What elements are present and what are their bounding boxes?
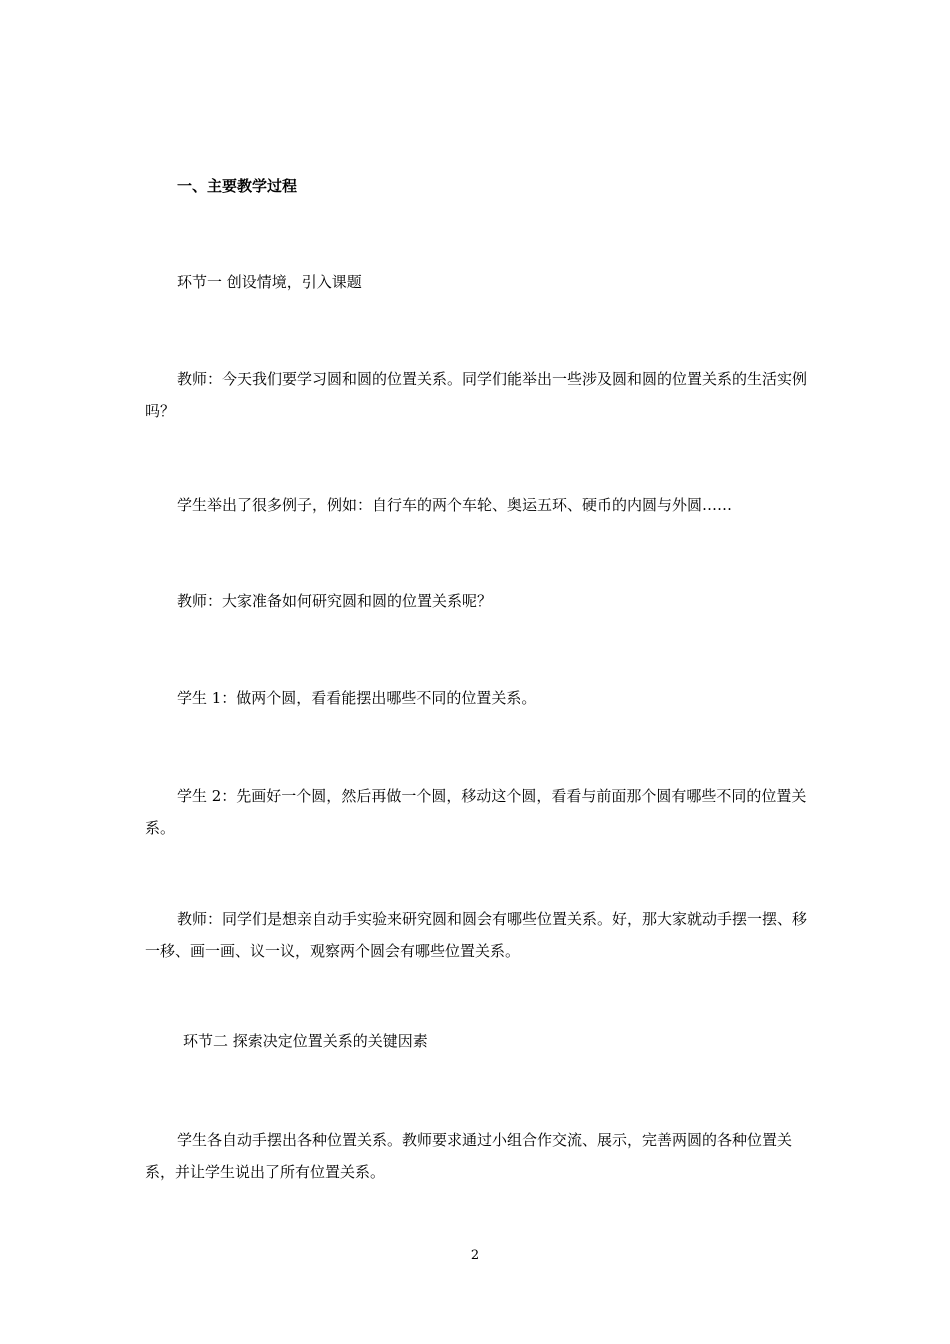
paragraph-teacher-activity: 教师：同学们是想亲自动手实验来研究圆和圆会有哪些位置关系。好，那大家就动手摆一摆、移一移、画一画、议一议，观察两个圆会有哪些位置关系。 (145, 910, 808, 960)
paragraph-stage-one-title: 环节一 创设情境，引入课题 (177, 273, 362, 291)
paragraph-student-activity: 学生各自动手摆出各种位置关系。教师要求通过小组合作交流、展示，完善两圆的各种位置关系，并让学生说出了所有位置关系。 (145, 1131, 793, 1181)
paragraph-student-two: 学生 2：先画好一个圆，然后再做一个圆，移动这个圆，看看与前面那个圆有哪些不同的位置关系。 (145, 787, 807, 837)
paragraph-teacher-intro: 教师：今天我们要学习圆和圆的位置关系。同学们能举出一些涉及圆和圆的位置关系的生活实例吗？ (145, 370, 808, 420)
paragraph-student-one: 学生 1：做两个圆，看看能摆出哪些不同的位置关系。 (177, 689, 537, 707)
paragraph-stage-two-title: 环节二 探索决定位置关系的关键因素 (183, 1032, 428, 1050)
paragraph-teacher-question: 教师：大家准备如何研究圆和圆的位置关系呢？ (177, 592, 493, 610)
page-number: 2 (470, 1248, 480, 1263)
section-heading: 一、主要教学过程 (177, 177, 298, 195)
paragraph-student-examples: 学生举出了很多例子，例如：自行车的两个车轮、奥运五环、硬币的内圆与外圆…… (177, 496, 733, 514)
